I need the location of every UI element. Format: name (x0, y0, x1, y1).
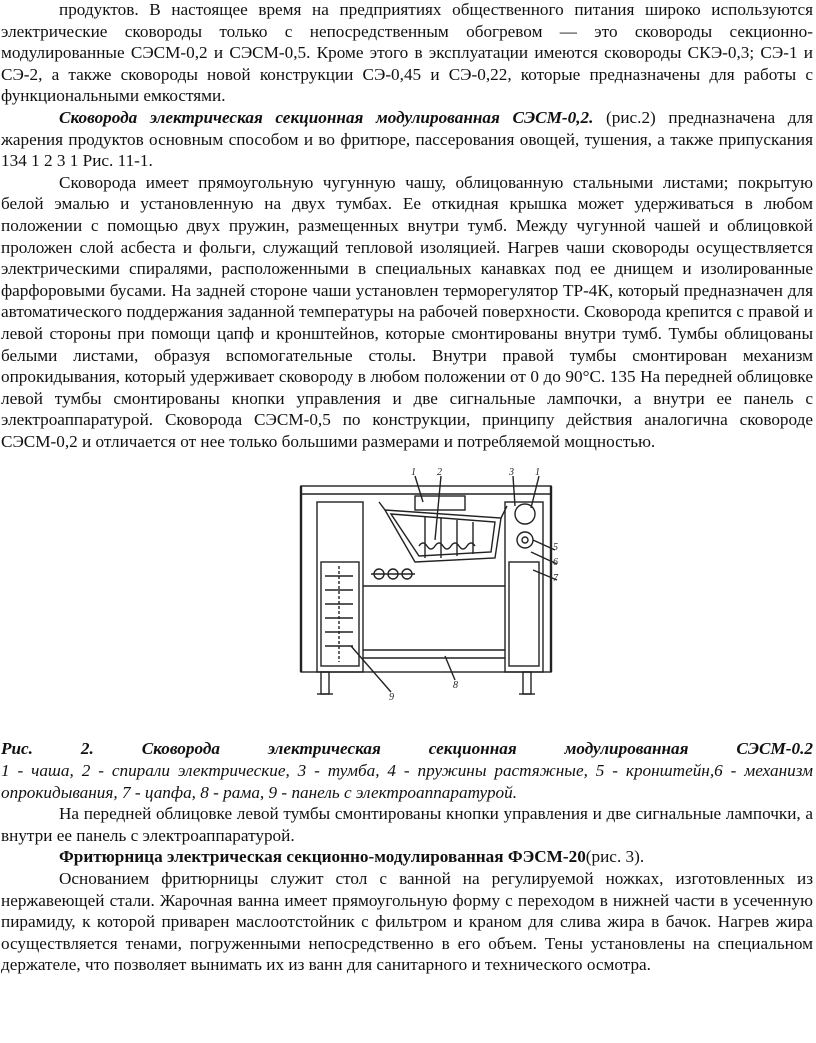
figure-caption-body: 1 - чаша, 2 - спирали электрические, 3 - тумба, 4 - пружины растяжные, 5 - кронштейн,6 - механизм опрокидывания, 7 - цапфа, 8 - рама, 9 - панель с электроаппаратурой. (1, 761, 813, 802)
paragraph-skovoroda-heading (1, 107, 813, 172)
skovoroda-heading-rest: (рис.2) предназначена для жарения продуктов основным способом и во фритюре, пассерования овощей, тушения, а также припускания 134 1 2 3 1 Рис. 11-1. (1, 107, 814, 171)
fryer-heading-rest: (рис. 3). (585, 847, 645, 867)
label-1a: 1 (411, 467, 416, 479)
skovoroda-technical-drawing (295, 466, 561, 732)
label-1b: 1 (535, 467, 540, 479)
paragraph-fryer-heading (1, 846, 813, 868)
paragraph-intro: продуктов. В настоящее время на предприятиях общественного питания широко используются электрические сковороды только с непосредственным обогревом — это сковороды секционно-модулированные СЭСМ-0,2 и СЭСМ-0,5. Кроме этого в эксплуатации имеются сковороды СКЭ-0,3; СЭ-1 и СЭ-2, а также сковороды новой конструкции СЭ-0,45 и СЭ-0,22, которые предназначены для работы с функциональными емкостями. (1, 0, 813, 106)
label-3: 3 (509, 467, 514, 479)
label-5: 5 (553, 542, 558, 554)
label-7: 7 (553, 573, 558, 585)
figure-2 (1, 466, 813, 732)
paragraph-fryer-description: Основанием фритюрницы служит стол с ванной на регулируемой ножках, изготовленных из нержавеющей стали. Жарочная ванна имеет прямоугольную форму с переходом в нижней части в усеченную пирамиду, к которой приварен маслоотстойник с фильтром и краном для слива жира в бачок. Нагрев жира осуществляется тенами, погруженными непосредственно в его объем. Тены установлены на специальном держателе, что позволяет вынимать их из ванн для санитарного и технического осмотра. (1, 869, 813, 975)
label-2: 2 (437, 467, 442, 479)
figure-caption-title: Рис. 2. Сковорода электрическая секционная модулированная СЭСМ-0.2 (1, 739, 813, 759)
label-9: 9 (389, 692, 394, 704)
fryer-heading: Фритюрница электрическая секционно-модулированная ФЭСМ-20 (59, 847, 586, 867)
label-6: 6 (553, 557, 558, 569)
paragraph-panel: На передней облицовке левой тумбы смонтированы кнопки управления и две сигнальные лампочки, а внутри ее панель с электроаппаратурой. (1, 804, 813, 845)
label-8: 8 (453, 680, 458, 692)
paragraph-skovoroda-description: Сковорода имеет прямоугольную чугунную чашу, облицованную стальными листами; покрытую белой эмалью и установленную на двух тумбах. Ее откидная крышка может удерживаться в любом положении с помощью двух пружин, размещенных внутри тумб. Между чугунной чашей и облицовкой проложен слой асбеста и фольги, служащий тепловой изоляцией. Нагрев чаши сковороды осуществляется электрическими спиралями, расположенными в специальных канавках под ее днищем и изолированные фарфоровыми бусами. На задней стороне чаши установлен терморегулятор ТР-4К, который предназначен для автоматического поддержания заданной температуры на рабочей поверхности. Сковорода крепится с правой и левой стороны при помощи цапф и кронштейнов, которые смонтированы внутри тумб. Тумбы облицованы белыми листами, образуя вспомогательные столы. Внутри правой тумбы смонтирован механизм опрокидывания, который удерживает сковороду в любом положении от 0 до 90°С. 135 На передней облицовке левой тумбы смонтированы кнопки управления и две сигнальные лампочки, а внутри ее панель с электроаппаратурой. Сковорода СЭСМ-0,5 по конструкции, принципу действия аналогична сковороде СЭСМ-0,2 и отличается от нее только большими размерами и потребляемой мощностью. (1, 172, 813, 451)
skovoroda-heading: Сковорода электрическая секционная модулированная СЭСМ-0,2. (59, 107, 594, 127)
